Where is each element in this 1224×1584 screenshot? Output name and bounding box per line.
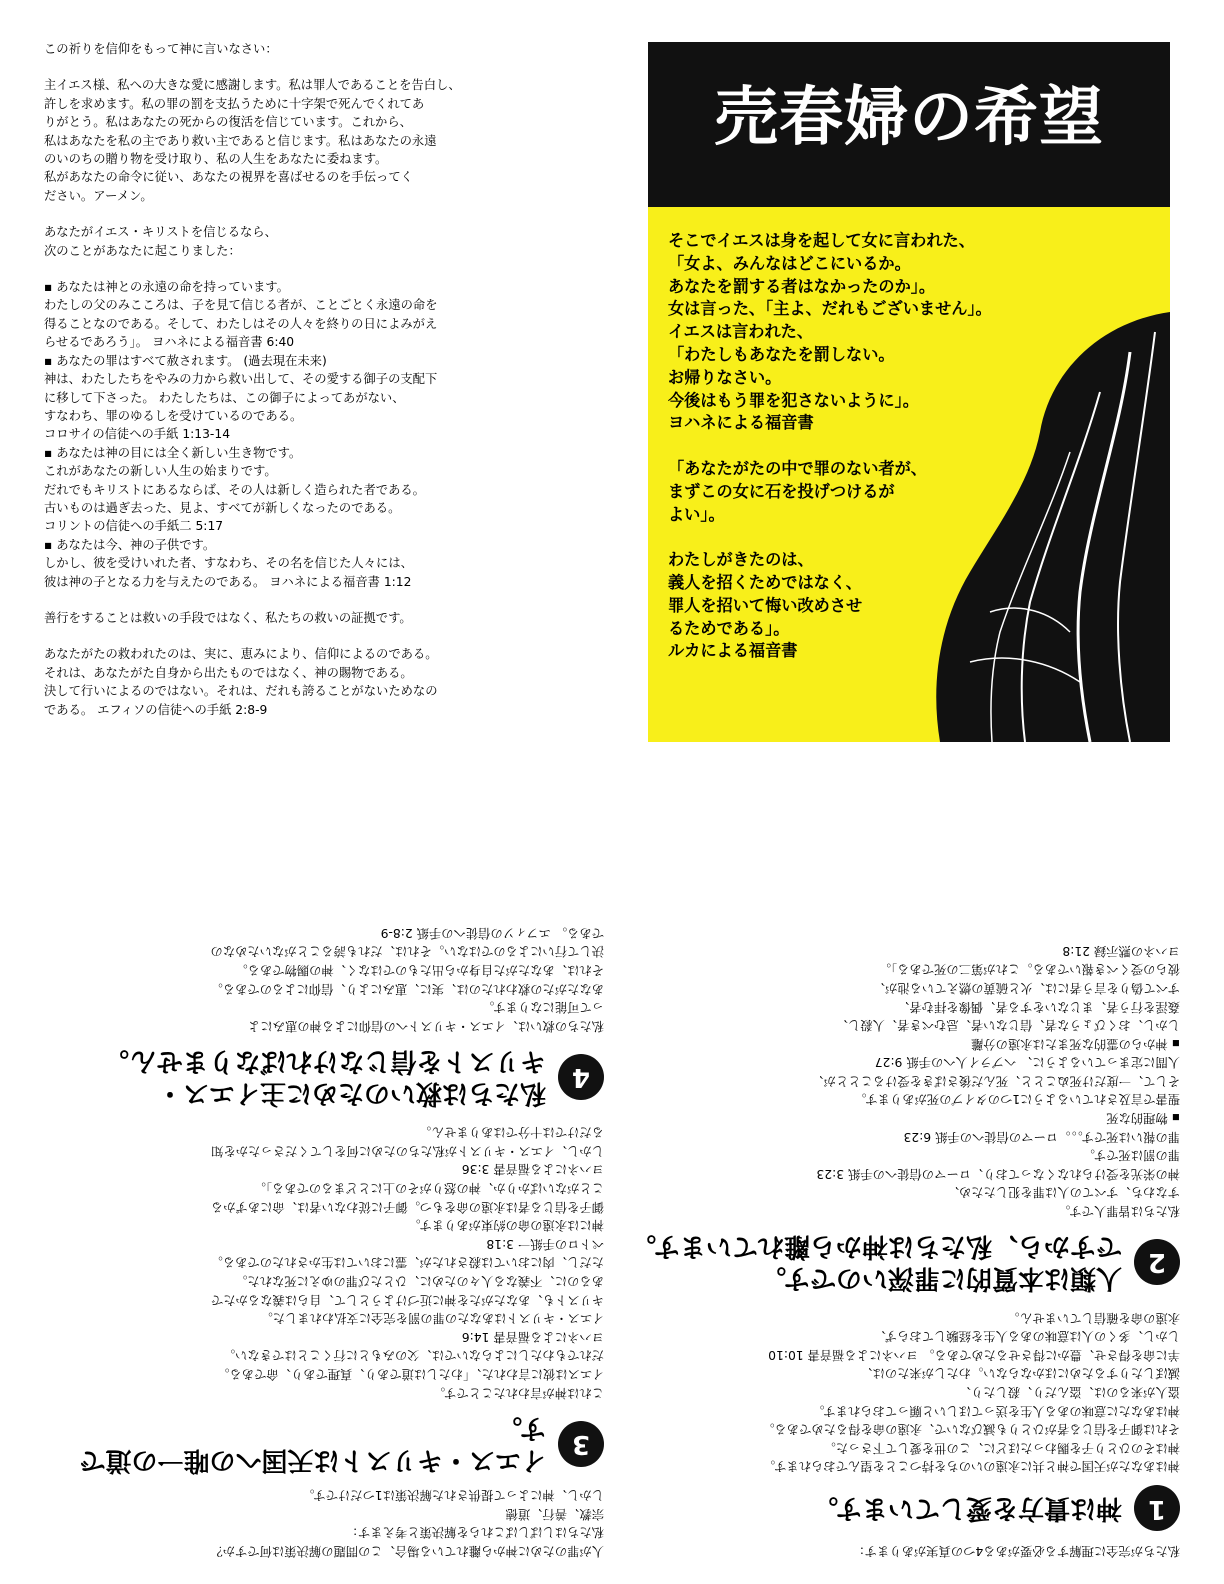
section-1 xyxy=(630,1308,1180,1531)
good-works-text: 善行をすることは救いの手段ではなく、私たちの救いの証拠です。 xyxy=(44,610,412,625)
section-1-number: 1 xyxy=(1134,1485,1180,1531)
section-3 xyxy=(44,1123,604,1476)
section-4 xyxy=(44,923,604,1109)
cover-header xyxy=(648,42,1170,207)
section-4-body: 私たちの救いは、イエス・キリストへの信仰による神の恵みによ って可能になります。 あなたがたの救われたのは、実に、恵みにより、信仰によるのである。 それは、あなたがた自身から出たものではなく、神の賜物である。 決して行いによるのではない。それは、だれも誇ることがないためなの である。 エフィソの信徒への手紙 2:8-9 xyxy=(210,925,604,1033)
section-2-title: 人類は本質的に罪深いのです。 ですから、私たちは神から離れています。 xyxy=(630,1231,1122,1294)
section-1-body: 神はあなたが天国で神と共に永遠のいのちを持つことを望んでおられます。 神はそのひとり子を賜わったほどに、この世を愛して下さった。 それは御子を信じる者がひとりも滅びないで、永遠の命を得るためである。 神はあなたに意味のある人生を送ってほしいと願っておられます。 盗人が来るのは、盗んだり、殺したり、 滅ぼしたりするためにほかならない。わたしが来たのは、 羊に命を得させ、豊かに得させるためである。 ヨハネによる福音書 10:10 しかし、多くの人は意味のある人生を経験しておらず、 永遠の命を確信していません。 xyxy=(762,1310,1180,1474)
sections-1-2-panel xyxy=(630,800,1180,1560)
prayer-panel xyxy=(44,40,604,719)
believe-points: ▪ あなたは神との永遠の命を持っています。 わたしの父のみこころは、子を見て信じる者が、ことごとく永遠の命を 得ることなのである。そして、わたしはその人々を終りの日によみがえ らせるであろう」。 ヨハネによる福音書 6:40 ▪ あなたの罪はすべて赦されます。 (過去現在未来) 神は、わたしたちをやみの力から救い出して、その愛する御子の支配下 に移して下さった。 わたしたちは、この御子によってあがない、 すなわち、罪のゆるしを受けているのである。 コロサイの信徒への手紙 1:13-14 ▪ あなたは神の目には全く新しい生き物です。 これがあなたの新しい人生の始まりです。 だれでもキリストにあるならば、その人は新しく造られた者である。 古いものは過ぎ去った、見よ、すべてが新しくなったのである。 コリントの信徒への手紙二 5:17 ▪ あなたは今、神の子供です。 しかし、彼を受けいれた者、すなわち、その名を信じた人々には、 彼は神の子となる力を与えたのである。 ヨハネによる福音書 1:12 xyxy=(44,280,438,589)
grace-text: あなたがたの救われたのは、実に、恵みにより、信仰によるのである。 それは、あなたがた自身から出たものではなく、神の賜物である。 決して行いによるのではない。それは、だれも誇ることがないためなの である。 エフィソの信徒への手紙 2:8-9 xyxy=(44,647,438,717)
section-3-title: イエス・キリストは天国への唯一の道です。 xyxy=(79,1412,546,1475)
section-3-intro: 人が罪のために神から離れている場合、この問題の解決策は何ですか？ 私たちはしばしばこれらを解決策と考えます： 宗教、善行、道徳 しかし、神によって提供された解決策は1つだけです。 xyxy=(210,1488,604,1558)
section-3-number: 3 xyxy=(558,1421,604,1467)
section-2-number: 2 xyxy=(1134,1239,1180,1285)
section-4-title: 私たちは救いのために主イエス・ キリストを信じなければなりません。 xyxy=(102,1045,546,1108)
cover-text: そこでイエスは身を起して女に言われた、 「女よ、みんなはどこにいるか。 あなたを罰する者はなかったのか」。 女は言った、「主よ、だれもございません」。 イエスは言われた、 「わたしもあなたを罰しない。 お帰りなさい。 今後はもう罪を犯さないように」。 ヨハネによる福音書 「あなたがたの中で罪のない者が、 まずこの女に石を投げつけるが よい」。 わたしがきたのは、 義人を招くためではなく、 罪人を招いて悔い改めさせ るためである」。 ルカによる福音書 xyxy=(668,231,992,661)
truths-intro: 私たちが完全に理解する必要がある4つの真実があります： xyxy=(852,1544,1180,1558)
section-4-number: 4 xyxy=(558,1054,604,1100)
section-3-body: これは神が言われたことです。 イエスは彼に言われた、「わたしは道であり、真理であり、命である。 だれでもわたしによらないでは、父のみもとに行くことはできない。 ヨハネによる福音書 14:6 イエス・キリストはあなたの罪の罰を完全に支払われました。 キリストも、あなたがたを神に近づけようとして、自らは義なるかたで あるのに、不義なる人々のために、ひとたび罪のゆえに死なれた。 ただし、肉においては殺されたが、霊においては生かされたのである。 ペトロの手紙一 3:18 神には永遠の命の約束があります。 御子を信じる者は永遠の命をもつ。御子に従わない者は、命にあずかる ことがないばかりか、神の怒りがその上にとどまるのである」。 ヨハネによる福音書 3:36 しかし、イエス・キリストが私たちのために何をしてくださったかを知 るだけでは十分ではありません。 xyxy=(210,1125,604,1400)
section-2-body: 私たちは皆罪人です。 すなわち、すべての人は罪を犯したため、 神の栄光を受けられなくなっており、ローマの信徒への手紙 3:23 罪の罰は死です。 罪の報いは死です。。。ローマの信徒への手紙 6:23 ▪ 物理的な死 聖書で言及されているように1つのタイプの死があります。 そして、一度だけ死ぬことと、死んだ後さばきを受けることとが、 人間に定まっているように、 ヘブライ人への手紙 9:27 ▪ 神からの霊的な死または永遠の分離 しかし、おくびょうな者、信じない者、忌むべき者、人殺し、 姦淫を行う者、まじないをする者、偶像を拝む者、 すべて偽りを言う者には、火と硫黄の燃えている池が、 彼らの受くべき報いである。これが第二の死である」。 ヨハネの黙示録 21:8 xyxy=(811,943,1180,1219)
section-2 xyxy=(630,941,1180,1294)
prayer-text: 主イエス様、私への大きな愛に感謝します。私は罪人であることを告白し、 許しを求めます。私の罪の罰を支払うために十字架で死んでくれてあ りがとう。私はあなたの死からの復活を信じています。これから、 私はあなたを私の主であり救い主であると信じます。私はあなたの永遠 のいのちの贈り物を受け取り、私の人生をあなたに委ねます。 私があなたの命令に従い、あなたの視界を喜ばせるのを手伝ってく ださい。アーメン。 xyxy=(44,78,461,203)
section-1-title: 神は貴方を愛しています。 xyxy=(812,1493,1122,1524)
believe-intro: あなたがイエス・キリストを信じるなら、 次のことがあなたに起こりました： xyxy=(44,225,277,258)
prayer-intro: この祈りを信仰をもって神に言いなさい： xyxy=(44,42,278,56)
cover-panel xyxy=(648,42,1170,742)
cover-title: 売春婦の希望 xyxy=(714,81,1104,155)
sections-3-4-panel xyxy=(44,800,604,1560)
